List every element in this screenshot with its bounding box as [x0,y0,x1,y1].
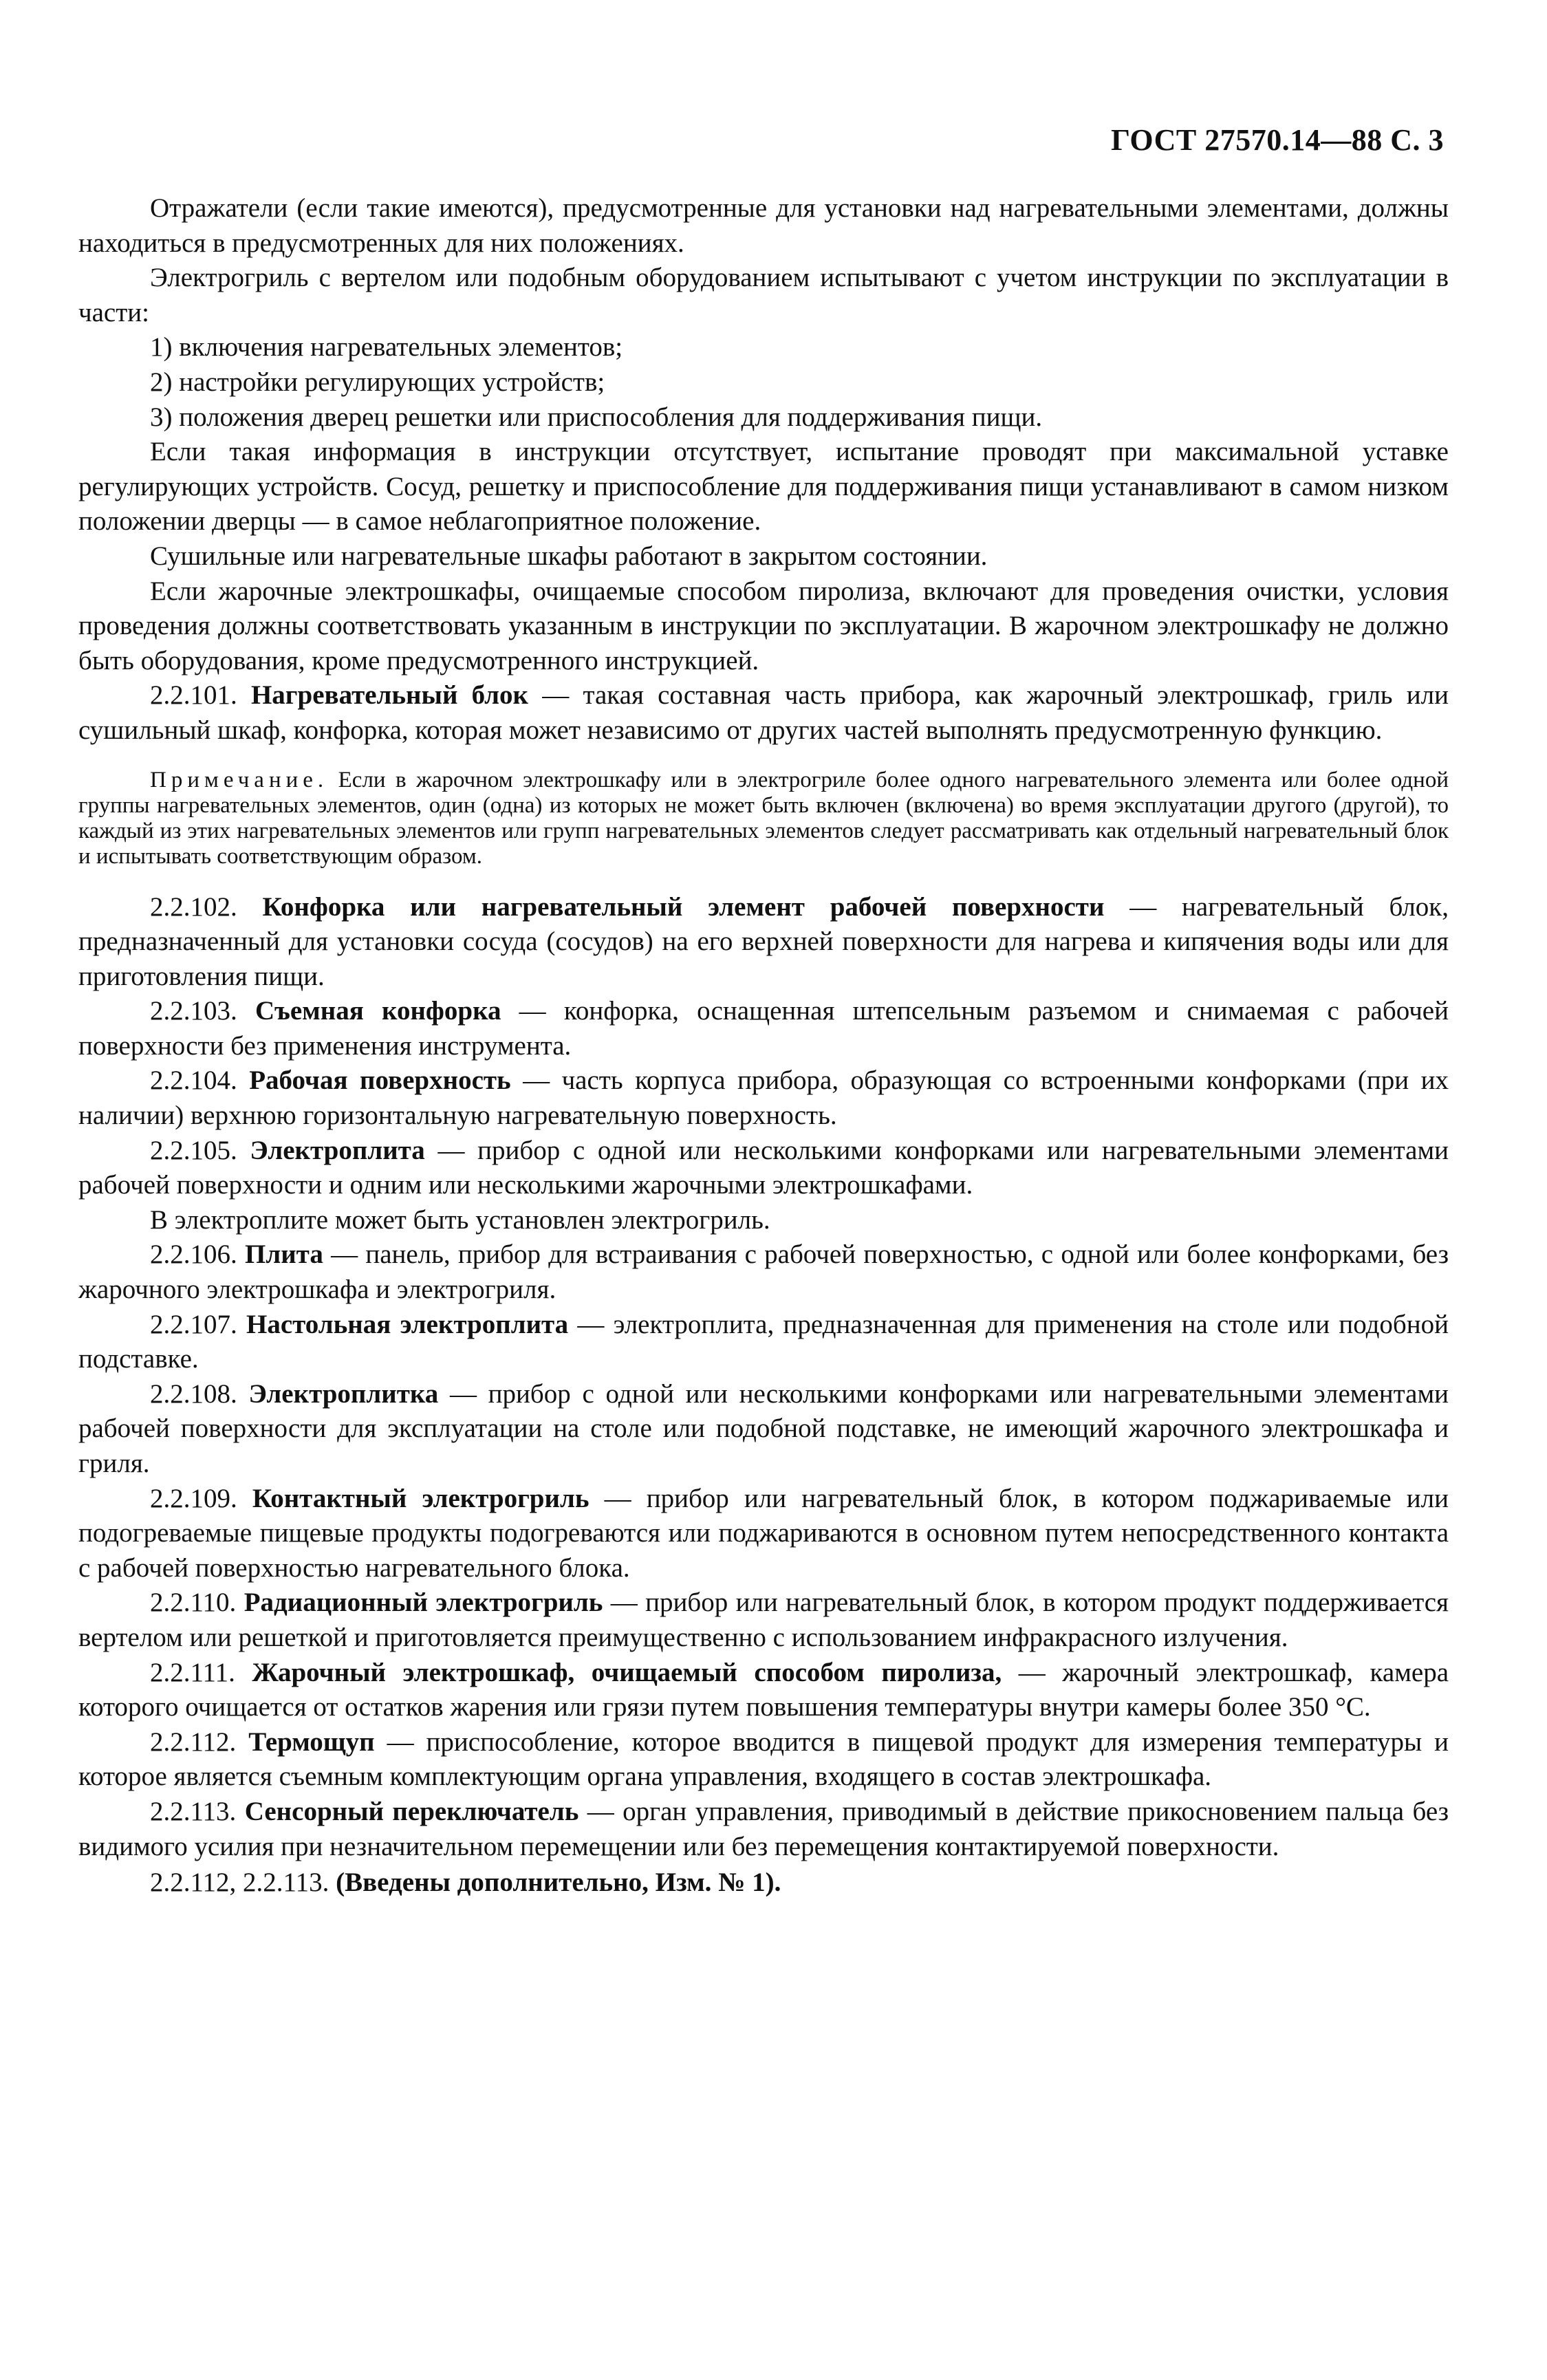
definition-text: — такая составная часть прибора, как жарочный электрошкаф, гриль или сушильный шкаф, конфорка, которая может независимо от других частей выполнять предусмотренную функцию. [78,680,1449,745]
definition-2-2-110 [78,1586,1449,1655]
defined-term: Рабочая поверхность [249,1065,511,1096]
note [78,768,1449,869]
clause-number: 2.2.110. [150,1588,237,1618]
definition-2-2-104 [78,1063,1449,1133]
definition-text: — прибор или нагревательный блок, в котором продукт поддерживается вертелом или решеткой и приготовляется преимущественно с использованием инфракрасного излучения. [78,1588,1449,1652]
paragraph: Электрогриль с вертелом или подобным оборудованием испытывают с учетом инструкции по эксплуатации в части: [78,263,1449,327]
definition-text: — конфорка, оснащенная штепсельным разъемом и снимаемая с рабочей поверхности без применения инструмента. [78,996,1449,1061]
clause-number: 2.2.104. [150,1065,237,1096]
defined-term: Радиационный электрогриль [244,1588,603,1618]
paragraph: Сушильные или нагревательные шкафы работают в закрытом состоянии. [150,541,988,571]
definition-text: — прибор с одной или несколькими конфорками или нагревательными элементами рабочей поверхности и одним или несколькими жарочными электрошкафами. [78,1135,1449,1200]
definition-2-2-113 [78,1795,1449,1864]
paragraph: В электроплите может быть установлен электрогриль. [150,1204,770,1235]
clause-number: 2.2.111. [150,1657,235,1687]
clause-number: 2.2.102. [150,891,237,922]
definition-2-2-109 [78,1482,1449,1586]
definition-text: — прибор или нагревательный блок, в котором поджариваемые или подогреваемые пищевые продукты подогреваются или поджариваются в основном путем непосредственного контакта с рабочей поверхностью нагревательного блока. [78,1483,1449,1583]
clause-number: 2.2.108. [150,1378,237,1409]
definition-2-2-107 [78,1308,1449,1377]
definition-text: — орган управления, приводимый в действие прикосновением пальца без видимого усилия при незначительном перемещении или без перемещения контактируемой поверхности. [78,1796,1449,1861]
clause-number: 2.2.109. [150,1483,237,1513]
document-body [78,191,1449,1901]
note-label: Примечание. [150,767,329,792]
clause-number: 2.2.113. [150,1796,237,1826]
definition-2-2-106 [78,1237,1449,1307]
definition-text: — приспособление, которое вводится в пищевой продукт для измерения температуры и которое является съемным комплектующим органа управления, входящего в состав электрошкафа. [78,1727,1449,1792]
clause-number: 2.2.105. [150,1135,237,1165]
clause-number: 2.2.112. [150,1727,237,1757]
defined-term: Контактный электрогриль [252,1483,589,1513]
clause-number: 2.2.101. [150,680,237,711]
defined-term: Электроплитка [248,1378,439,1409]
definition-2-2-112 [78,1725,1449,1795]
amendment-text: (Введены дополнительно, Изм. № 1). [336,1868,781,1898]
amendment-note [78,1865,1449,1901]
defined-term: Нагревательный блок [250,680,529,711]
defined-term: Съемная конфорка [255,996,501,1026]
paragraph: Если жарочные электрошкафы, очищаемые способом пиролиза, включают для проведения очистки, условия проведения должны соответствовать указанным в инструкции по эксплуатации. В жарочном электрошкафу не должно быть оборудования, кроме предусмотренного инструкцией. [78,576,1449,675]
list-item: 2) настройки регулирующих устройств; [150,367,605,397]
definition-text: — часть корпуса прибора, образующая со встроенными конфорками (при их наличии) верхнюю горизонтальную нагревательную поверхность. [78,1065,1449,1131]
paragraph: Если такая информация в инструкции отсутствует, испытание проводят при максимальной уставке регулирующих устройств. Сосуд, решетку и приспособление для поддерживания пищи устанавливают в самом низком положении дверцы — в самое неблагоприятное положение. [78,437,1449,537]
definition-2-2-105 [78,1134,1449,1203]
definition-text: — электроплита, предназначенная для применения на столе или подобной подставке. [78,1309,1449,1374]
clause-number: 2.2.106. [150,1240,237,1270]
definition-text: — нагревательный блок, предназначенный для установки сосуда (сосудов) на его верхней поверхности для нагрева и кипячения воды или для приготовления пищи. [78,891,1449,991]
definition-2-2-101 [78,678,1449,748]
defined-term: Плита [245,1240,323,1270]
page-header: ГОСТ 27570.14—88 С. 3 [1110,123,1444,157]
note-text: Если в жарочном электрошкафу или в электрогриле более одного нагревательного элемента или более одной группы нагревательных элементов, один (одна) из которых не может быть включен (включена) во время эксплуатации другого (другой), то каждый из этих нагревательных элементов или групп нагревательных элементов следует рассматривать как отдельный нагревательный блок и испытывать соответствующим образом. [78,767,1449,869]
defined-term: Электроплита [250,1135,425,1165]
paragraph: Отражатели (если такие имеются), предусмотренные для установки над нагревательными элементами, должны находиться в предусмотренных для них положениях. [78,193,1449,258]
definition-2-2-102 [78,890,1449,995]
clause-number: 2.2.103. [150,996,237,1026]
defined-term: Конфорка или нагревательный элемент рабочей поверхности [262,891,1105,922]
clause-number: 2.2.107. [150,1309,237,1339]
definition-2-2-111 [78,1656,1449,1725]
definition-2-2-103 [78,994,1449,1063]
definition-text: — панель, прибор для встраивания с рабочей поверхностью, с одной или более конфорками, без жарочного электрошкафа и электрогриля. [78,1240,1449,1305]
list-item: 1) включения нагревательных элементов; [150,332,623,363]
defined-term: Термощуп [248,1727,375,1757]
definition-2-2-108 [78,1377,1449,1482]
definition-text: — жарочный электрошкаф, камера которого очищается от остатков жарения или грязи путем повышения температуры внутри камеры более 350 °С. [78,1657,1449,1722]
definition-text: — прибор с одной или несколькими конфорками или нагревательными элементами рабочей поверхности для эксплуатации на столе или подобной подставке, не имеющий жарочного электрошкафа и гриля. [78,1378,1449,1478]
list-item: 3) положения дверец решетки или приспособления для поддерживания пищи. [150,402,1043,432]
amendment-refs: 2.2.112, 2.2.113. [150,1868,336,1898]
defined-term: Жарочный электрошкаф, очищаемый способом пиролиза, [252,1657,1002,1687]
defined-term: Сенсорный переключатель [244,1796,579,1826]
defined-term: Настольная электроплита [246,1309,569,1339]
